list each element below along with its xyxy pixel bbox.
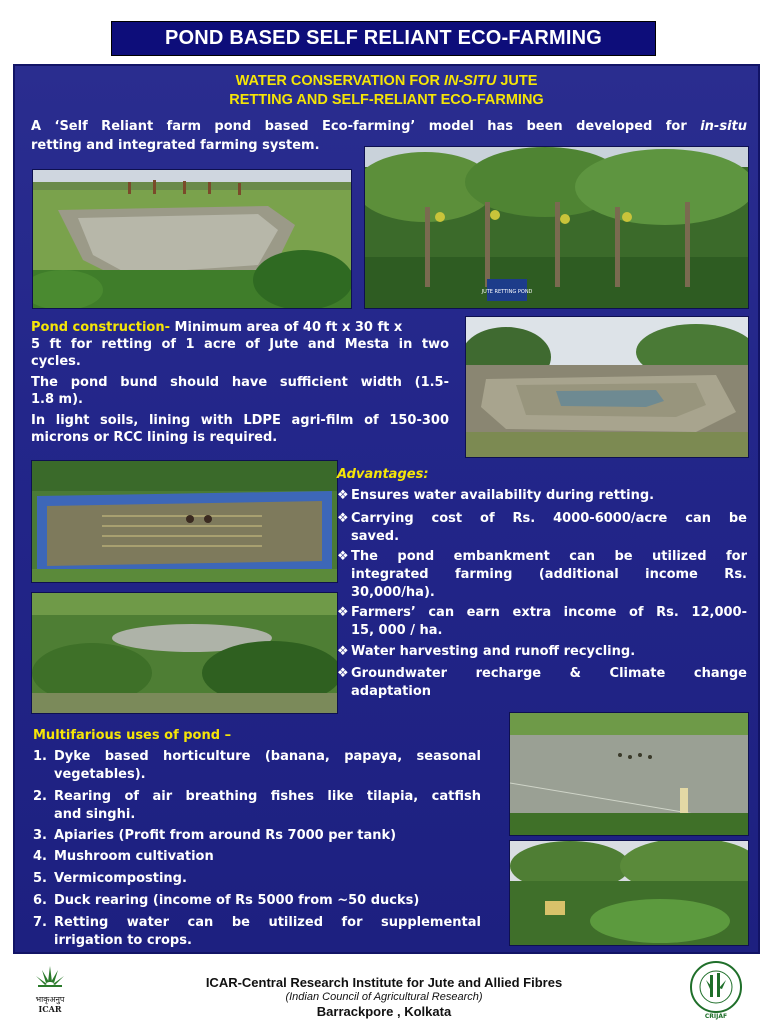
uses-heading: Multifarious uses of pond – [33, 728, 232, 743]
pond-line-1: Pond construction- Minimum area of 40 ft x 30 ft x [31, 320, 403, 335]
diamond-bullet-icon: ❖ [337, 549, 349, 564]
diamond-bullet-icon: ❖ [337, 644, 349, 659]
advantage-item: ❖ Carrying cost of Rs. 4000-6000/acre can be saved. [337, 511, 747, 544]
uses-list-item: 5. Vermicomposting. [33, 871, 187, 886]
diamond-bullet-icon: ❖ [337, 511, 349, 526]
uses-list-item: 4. Mushroom cultivation [33, 849, 214, 864]
intro-line-2: retting and integrated farming system. [31, 138, 320, 153]
diamond-bullet-icon: ❖ [337, 488, 349, 503]
uses-list-item: 6. Duck rearing (income of Rs 5000 from ~50 ducks) [33, 893, 420, 908]
content-panel [13, 64, 760, 954]
icar-logo-hindi: भाकृअनुप [35, 995, 65, 1004]
diamond-bullet-icon: ❖ [337, 666, 349, 681]
photo-jute-retting [31, 460, 338, 583]
advantage-item: ❖ Farmers’ can earn extra income of Rs. 12,000- 15, 000 / ha. [337, 605, 747, 638]
photo-pond-construction [465, 316, 749, 458]
subtitle-line-1: WATER CONSERVATION FOR IN-SITU JUTE [235, 73, 538, 89]
icar-logo-text: ICAR [38, 1004, 62, 1014]
page-title: POND BASED SELF RELIANT ECO-FARMING [111, 21, 656, 56]
photo-vegetable-garden [509, 840, 749, 946]
pond-line-6: In light soils, lining with LDPE agri-film of 150-300 [31, 413, 449, 428]
pond-line-2: 5 ft for retting of 1 acre of Jute and Mesta in two [31, 337, 449, 352]
photo-sign-text: JUTE RETTING POND [481, 289, 533, 295]
photo-papaya-trees [364, 146, 749, 309]
uses-list-item: 2. Rearing of air breathing fishes like tilapia, catfish and singhi. [33, 789, 481, 822]
intro-line-1: A ‘Self Reliant farm pond based Eco-farming’ model has been developed for in-situ [31, 119, 747, 134]
uses-list-item: 7. Retting water can be utilized for supplemental irrigation to crops. [33, 915, 481, 948]
pond-line-4: The pond bund should have sufficient width (1.5- [31, 375, 449, 390]
photo-farm-pond-people [32, 169, 352, 309]
crijaf-logo-text: CRIJAF [704, 1013, 728, 1020]
uses-list-item: 3. Apiaries (Profit from around Rs 7000 per tank) [33, 828, 397, 843]
advantage-item: ❖ Water harvesting and runoff recycling. [337, 644, 636, 659]
pond-line-5: 1.8 m). [31, 392, 83, 407]
footer-institute: ICAR-Central Research Institute for Jute and Allied Fibres [205, 975, 563, 990]
photo-fish-pond [509, 712, 749, 836]
footer-council: (Indian Council of Agricultural Research) [285, 991, 483, 1003]
footer-location: Barrackpore , Kolkata [316, 1004, 452, 1019]
pond-line-7: microns or RCC lining is required. [31, 430, 278, 445]
advantage-item: ❖ The pond embankment can be utilized for integrated farming (additional income Rs. 30,000/ha). [337, 549, 747, 600]
subtitle-line-2: RETTING AND SELF-RELIANT ECO-FARMING [229, 92, 544, 108]
advantage-item: ❖ Groundwater recharge & Climate change adaptation [337, 666, 747, 699]
advantage-item: ❖ Ensures water availability during retting. [337, 488, 655, 503]
uses-list-item: 1. Dyke based horticulture (banana, papaya, seasonal vegetables). [33, 749, 481, 782]
photo-pond-vegetables [31, 592, 338, 714]
crijaf-logo [688, 960, 744, 1020]
advantages-heading: Advantages: [337, 467, 429, 482]
diamond-bullet-icon: ❖ [337, 605, 349, 620]
pond-line-3: cycles. [31, 354, 81, 369]
